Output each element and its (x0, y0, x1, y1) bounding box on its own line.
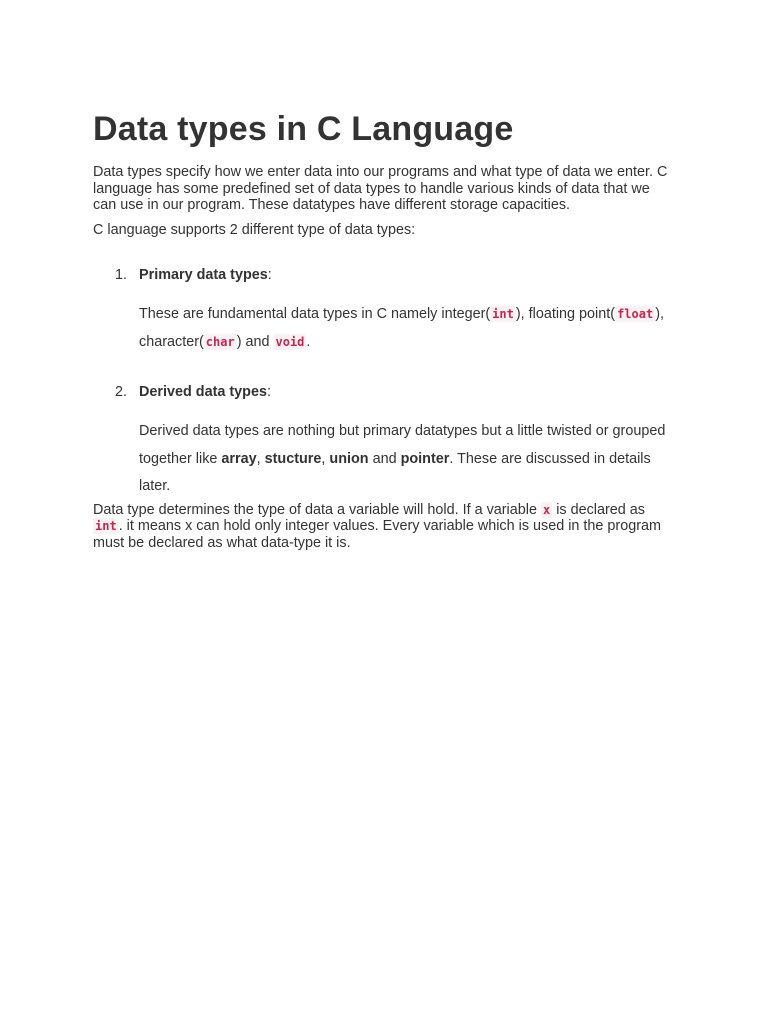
document-page (93, 108, 673, 552)
code-int-closing: int (95, 519, 117, 534)
list-item-body: Derived data types are nothing but primary datatypes but a little twisted or grouped together like array, stucture, union and pointer. These are discussed in details later. (139, 423, 666, 495)
list-item-title: Derived data types: (139, 384, 271, 401)
code-float: float (617, 307, 654, 322)
list-number: 1. (115, 267, 128, 284)
list-item-derived (93, 383, 673, 501)
code-int: int (492, 307, 514, 322)
term-structure: stucture (264, 450, 322, 467)
term-array: array (221, 450, 257, 467)
term-pointer: pointer (400, 450, 450, 467)
closing-paragraph: Data type determines the type of data a variable will hold. If a variable x is declared as int . it means x can hold only integer values. Every variable which is used in the program must be declared as what data-type it is. (93, 501, 662, 552)
primary-title: Primary data types (139, 267, 268, 284)
page-title: Data types in C Language (93, 110, 514, 148)
derived-title: Derived data types (139, 384, 267, 401)
term-union: union (329, 450, 369, 467)
code-void: void (275, 334, 305, 349)
intro-paragraph: Data types specify how we enter data into our programs and what type of data we enter. C language has some predefined set of data types to handle various kinds of data that we can use in our program. These datatypes have different storage capacities. (93, 164, 668, 214)
list-number: 2. (115, 384, 128, 401)
code-x: x (542, 502, 551, 517)
list-item-body: These are fundamental data types in C namely integer( int ), floating point( float ), character( char ) and void . (139, 306, 664, 350)
list-item-primary (93, 266, 673, 356)
support-paragraph: C language supports 2 different type of data types: (93, 221, 416, 238)
code-char: char (205, 334, 235, 349)
list-item-title: Primary data types: (139, 267, 272, 284)
data-types-list (93, 266, 673, 501)
